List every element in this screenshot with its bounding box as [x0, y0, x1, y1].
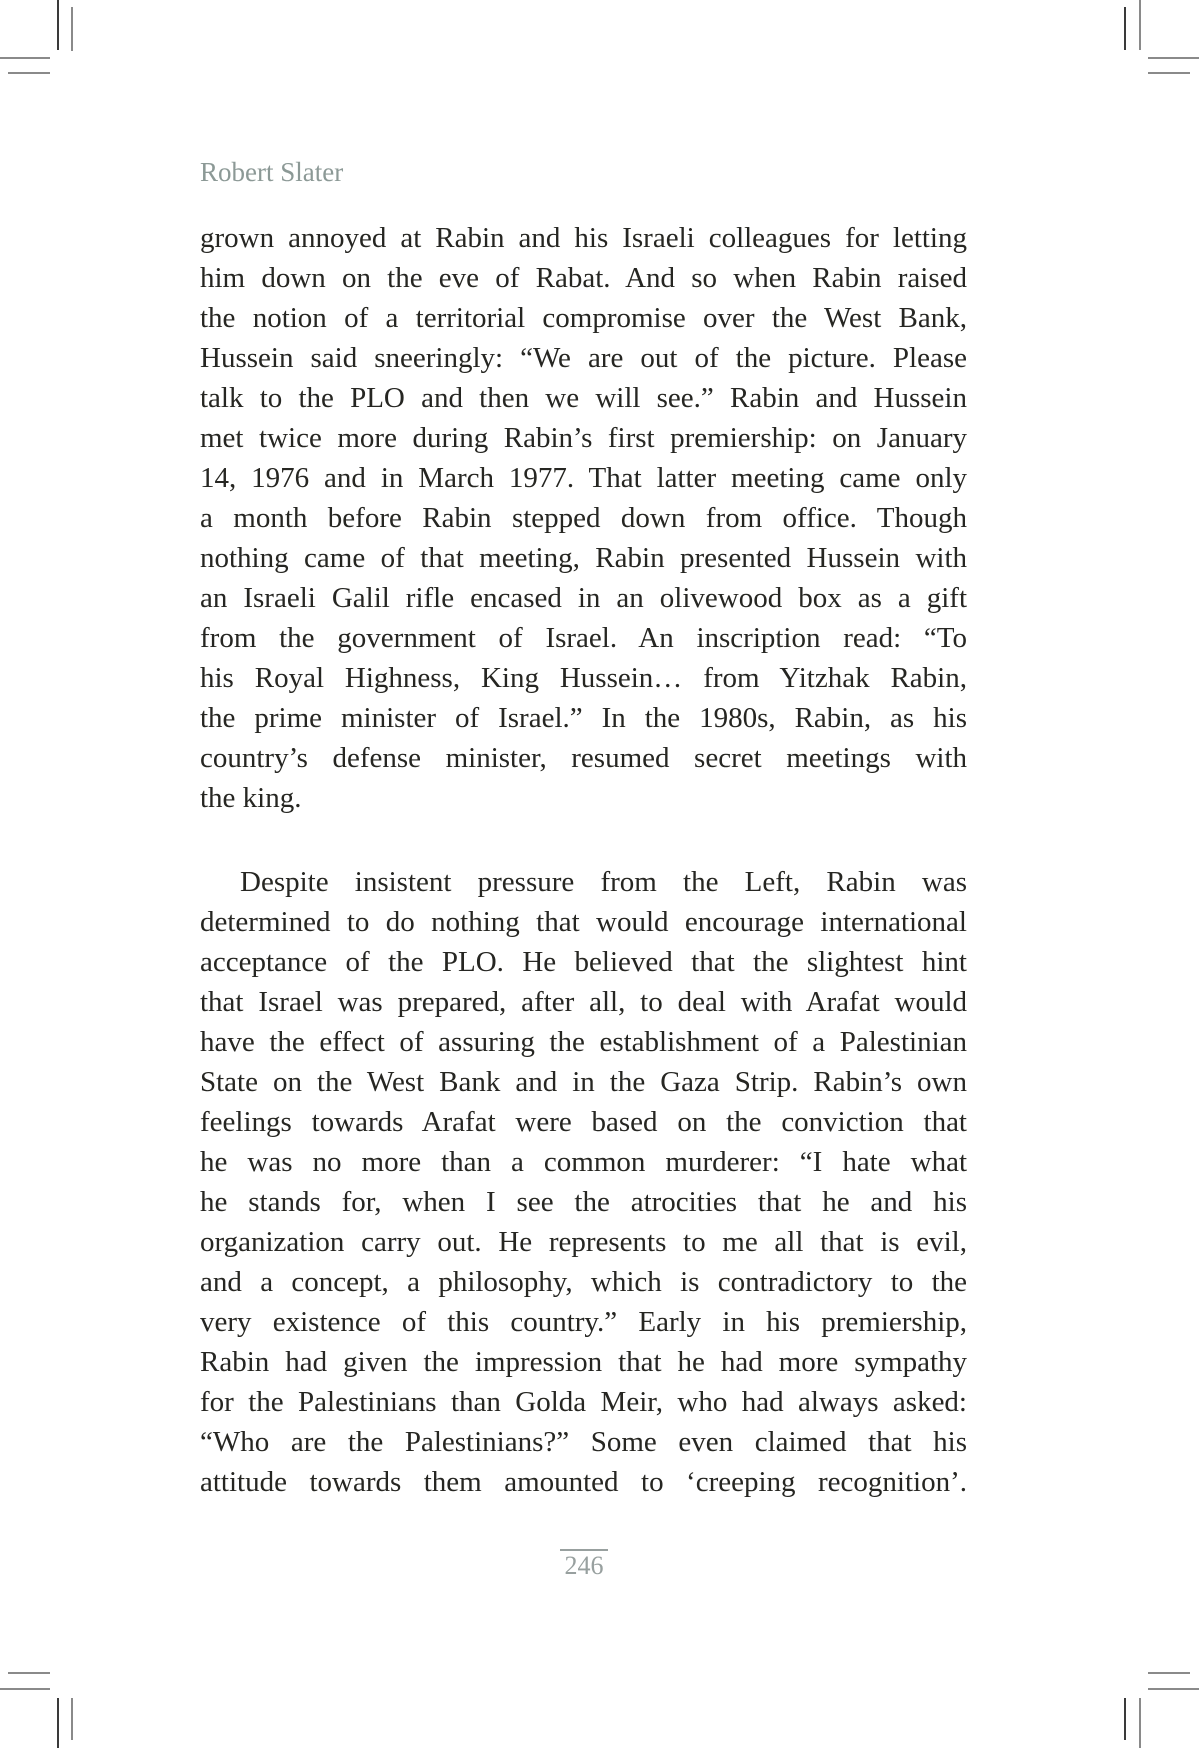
text-line: Despite insistent pressure from the Left, Rabin was: [240, 866, 967, 898]
text-line: an Israeli Galil rifle encased in an olivewood box as a gift: [200, 582, 967, 614]
text-line: very existence of this country.” Early in his premiership,: [200, 1306, 967, 1338]
trim-mark-top-right-vertical-outer: [1139, 0, 1141, 50]
text-line: him down on the eve of Rabat. And so when Rabin raised: [200, 262, 967, 294]
running-header: Robert Slater: [200, 157, 344, 187]
trim-mark-bottom-left-horizontal-outer: [8, 1672, 50, 1674]
text-line: he stands for, when I see the atrocities that he and his: [200, 1186, 967, 1218]
text-line: he was no more than a common murderer: “I hate what: [200, 1146, 967, 1178]
trim-mark-top-right-horizontal-outer: [1148, 72, 1190, 74]
text-line: acceptance of the PLO. He believed that the slightest hint: [200, 946, 967, 978]
paragraph: [200, 218, 967, 818]
trim-mark-bottom-left-horizontal-inner: [0, 1688, 50, 1690]
text-line: from the government of Israel. An inscription read: “To: [200, 622, 967, 654]
text-line: Hussein said sneeringly: “We are out of the picture. Please: [200, 342, 967, 374]
text-line: the notion of a territorial compromise over the West Bank,: [200, 302, 967, 334]
trim-mark-bottom-right-vertical-outer: [1139, 1698, 1141, 1748]
trim-mark-top-left-horizontal-outer: [8, 72, 50, 74]
trim-mark-top-left-vertical-outer: [71, 7, 73, 51]
text-line: grown annoyed at Rabin and his Israeli colleagues for letting: [200, 222, 967, 254]
text-line: and a concept, a philosophy, which is contradictory to the: [200, 1266, 967, 1298]
text-line: his Royal Highness, King Hussein… from Yitzhak Rabin,: [200, 662, 967, 694]
trim-mark-bottom-right-vertical-inner: [1124, 1698, 1126, 1740]
page-footer: [552, 1549, 616, 1580]
text-line: country’s defense minister, resumed secret meetings with: [200, 742, 967, 774]
text-line: State on the West Bank and in the Gaza Strip. Rabin’s own: [200, 1066, 967, 1098]
text-line: the prime minister of Israel.” In the 1980s, Rabin, as his: [200, 702, 967, 734]
trim-mark-top-right-vertical-inner: [1124, 7, 1126, 50]
text-line: determined to do nothing that would encourage international: [200, 906, 967, 938]
body-text: [200, 218, 967, 1502]
text-line: have the effect of assuring the establishment of a Palestinian: [200, 1026, 967, 1058]
trim-mark-bottom-left-vertical-outer: [71, 1698, 73, 1740]
text-line: Rabin had given the impression that he had more sympathy: [200, 1346, 967, 1378]
page-number: 246: [564, 1551, 604, 1580]
text-line: 14, 1976 and in March 1977. That latter meeting came only: [200, 462, 967, 494]
text-line: organization carry out. He represents to me all that is evil,: [200, 1226, 967, 1258]
trim-mark-top-left-vertical-inner: [57, 0, 59, 50]
text-line: “Who are the Palestinians?” Some even claimed that his: [200, 1426, 967, 1458]
trim-mark-top-right-horizontal-inner: [1148, 57, 1199, 59]
text-line: nothing came of that meeting, Rabin presented Hussein with: [200, 542, 967, 574]
text-line: met twice more during Rabin’s first premiership: on January: [200, 422, 967, 454]
text-line: feelings towards Arafat were based on the conviction that: [200, 1106, 967, 1138]
text-line: the king.: [200, 782, 302, 814]
text-line: talk to the PLO and then we will see.” Rabin and Hussein: [200, 382, 967, 414]
trim-mark-bottom-right-horizontal-outer: [1148, 1672, 1190, 1674]
trim-mark-bottom-left-vertical-inner: [57, 1698, 59, 1748]
paragraph: [200, 862, 967, 1502]
text-line: that Israel was prepared, after all, to deal with Arafat would: [200, 986, 967, 1018]
text-line: for the Palestinians than Golda Meir, who had always asked:: [200, 1386, 967, 1418]
trim-mark-bottom-right-horizontal-inner: [1148, 1688, 1199, 1690]
text-line: a month before Rabin stepped down from office. Though: [200, 502, 967, 534]
trim-mark-top-left-horizontal-inner: [0, 57, 50, 59]
text-line: attitude towards them amounted to ‘creeping recognition’.: [200, 1466, 967, 1498]
